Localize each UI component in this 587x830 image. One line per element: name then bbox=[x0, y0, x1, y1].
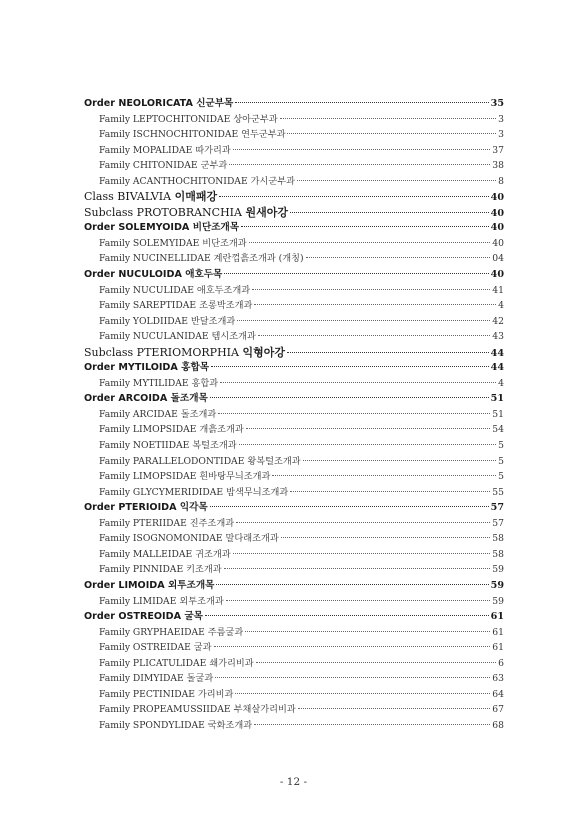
table-of-contents bbox=[84, 95, 504, 732]
toc-entry-order bbox=[84, 608, 504, 624]
page-ref: 40 bbox=[492, 237, 504, 249]
taxon-name: Family MOPALIDAE bbox=[99, 144, 193, 156]
entry-title bbox=[84, 204, 288, 220]
taxon-name: Family ACANTHOCHITONIDAE bbox=[99, 175, 248, 187]
entry-title bbox=[84, 188, 217, 204]
korean-name: 홍합목 bbox=[181, 362, 209, 374]
korean-name: 연두군부과 bbox=[241, 129, 286, 141]
entry-title bbox=[84, 577, 214, 591]
korean-name: 애호두조개과 bbox=[196, 284, 251, 296]
dot-leader bbox=[249, 242, 491, 243]
page-ref: 61 bbox=[492, 626, 504, 638]
toc-entry-family bbox=[84, 515, 504, 531]
korean-name: 가시군부과 bbox=[250, 175, 295, 187]
page-ref: 57 bbox=[490, 502, 504, 514]
dot-leader bbox=[233, 553, 491, 554]
dot-leader bbox=[205, 615, 489, 616]
toc-entry-order bbox=[84, 219, 504, 235]
dot-leader bbox=[218, 413, 490, 414]
korean-name: 주름굴과 bbox=[207, 626, 244, 638]
taxon-name: Order NUCULOIDA bbox=[84, 269, 182, 281]
page-ref: 58 bbox=[492, 548, 504, 560]
korean-name: 쇄가리비과 bbox=[209, 657, 254, 669]
entry-title bbox=[99, 235, 247, 249]
korean-name: 키조개과 bbox=[186, 564, 222, 576]
dot-leader bbox=[215, 677, 490, 678]
dot-leader bbox=[287, 352, 489, 353]
dot-leader bbox=[235, 102, 488, 103]
page-ref: 4 bbox=[498, 300, 504, 312]
toc-entry-family bbox=[84, 111, 504, 127]
entry-title bbox=[99, 437, 237, 451]
entry-title bbox=[99, 111, 278, 125]
korean-name: 상아군부과 bbox=[233, 113, 278, 125]
dot-leader bbox=[241, 226, 489, 227]
taxon-name: Family PARALLELODONTIDAE bbox=[99, 455, 245, 467]
toc-entry-family bbox=[84, 250, 504, 266]
entry-title bbox=[99, 421, 244, 435]
taxon-name: Family PECTINIDAE bbox=[99, 688, 195, 700]
korean-name: 비단조개목 bbox=[192, 222, 240, 234]
entry-title bbox=[99, 655, 254, 669]
page-ref: 6 bbox=[498, 657, 504, 669]
page-ref: 43 bbox=[492, 331, 504, 343]
page-ref: 5 bbox=[498, 440, 504, 452]
entry-title bbox=[84, 344, 285, 360]
dot-leader bbox=[214, 646, 491, 647]
toc-entry-family bbox=[84, 530, 504, 546]
entry-title bbox=[99, 313, 235, 327]
dot-leader bbox=[237, 320, 490, 321]
page-ref: 40 bbox=[490, 192, 504, 204]
toc-entry-family bbox=[84, 142, 504, 158]
dot-leader bbox=[210, 506, 489, 507]
taxon-name: Family YOLDIIDAE bbox=[99, 315, 188, 327]
taxon-name: Family SAREPTIDAE bbox=[99, 300, 197, 312]
entry-title bbox=[84, 390, 208, 404]
dot-leader bbox=[236, 522, 490, 523]
page-ref: 58 bbox=[492, 533, 504, 545]
dot-leader bbox=[246, 428, 491, 429]
toc-entry-family bbox=[84, 235, 504, 251]
page-ref: 42 bbox=[492, 315, 504, 327]
taxon-name: Family PTERIIDAE bbox=[99, 517, 187, 529]
entry-title bbox=[99, 593, 224, 607]
page-ref: 68 bbox=[492, 719, 504, 731]
dot-leader bbox=[290, 212, 489, 213]
dot-leader bbox=[280, 118, 497, 119]
korean-name: 국화조개과 bbox=[207, 719, 253, 731]
taxon-name: Family ISOGNOMONIDAE bbox=[99, 533, 223, 545]
toc-entry-order bbox=[84, 266, 504, 282]
taxon-name: Class BIVALVIA bbox=[84, 190, 172, 204]
page-ref: 55 bbox=[492, 486, 504, 498]
dot-leader bbox=[226, 600, 491, 601]
dot-leader bbox=[220, 382, 496, 383]
dot-leader bbox=[298, 708, 491, 709]
page-ref: 44 bbox=[490, 362, 504, 374]
entry-title bbox=[99, 468, 270, 482]
toc-entry-family bbox=[84, 561, 504, 577]
entry-title bbox=[99, 546, 231, 560]
page-ref: 41 bbox=[492, 284, 504, 296]
entry-title bbox=[84, 219, 239, 233]
korean-name: 밤색무늬조개과 bbox=[226, 486, 289, 498]
page-ref: 04 bbox=[492, 253, 504, 265]
dot-leader bbox=[233, 149, 491, 150]
taxon-name: Order MYTILOIDA bbox=[84, 362, 178, 374]
page-ref: 67 bbox=[492, 704, 504, 716]
entry-title bbox=[99, 686, 233, 700]
korean-name: 외투조개목 bbox=[168, 579, 215, 591]
taxon-name: Family LIMOPSIDAE bbox=[99, 471, 197, 483]
toc-entry-family bbox=[84, 468, 504, 484]
dot-leader bbox=[216, 584, 488, 585]
entry-title bbox=[99, 157, 227, 171]
korean-name: 가리비과 bbox=[197, 688, 234, 700]
toc-entry-family bbox=[84, 701, 504, 717]
toc-entry-order bbox=[84, 499, 504, 515]
dot-leader bbox=[297, 180, 496, 181]
korean-name: 비단조개과 bbox=[202, 237, 247, 249]
page-ref: 40 bbox=[490, 269, 504, 281]
entry-title bbox=[99, 250, 304, 264]
taxon-name: Subclass PTERIOMORPHIA bbox=[84, 345, 239, 359]
korean-name: 귀조개과 bbox=[195, 548, 231, 560]
toc-entry-family bbox=[84, 593, 504, 609]
korean-name: 돌조개과 bbox=[180, 408, 217, 420]
page-ref: 51 bbox=[492, 408, 504, 420]
toc-entry-family bbox=[84, 624, 504, 640]
taxon-name: Family SOLEMYIDAE bbox=[99, 237, 200, 249]
toc-entry-family bbox=[84, 173, 504, 189]
toc-entry-order bbox=[84, 95, 504, 111]
entry-title bbox=[99, 670, 213, 684]
korean-name: 이매패강 bbox=[174, 190, 218, 204]
entry-title bbox=[99, 515, 234, 529]
korean-name: 홍합과 bbox=[191, 377, 219, 389]
toc-entry-family bbox=[84, 313, 504, 329]
toc-entry-family bbox=[84, 437, 504, 453]
page-ref: 61 bbox=[490, 611, 504, 623]
taxon-name: Family GLYCYMERIDIDAE bbox=[99, 486, 224, 498]
toc-entry-subclass bbox=[84, 344, 504, 360]
korean-name: 따가리과 bbox=[195, 144, 231, 156]
korean-name: 개흙조개과 bbox=[199, 424, 244, 436]
page-ref: 54 bbox=[492, 424, 504, 436]
toc-entry-order bbox=[84, 577, 504, 593]
dot-leader bbox=[229, 164, 490, 165]
dot-leader bbox=[258, 335, 490, 336]
page-ref: 57 bbox=[492, 517, 504, 529]
dot-leader bbox=[254, 304, 496, 305]
dot-leader bbox=[252, 289, 490, 290]
entry-title bbox=[99, 639, 212, 653]
entry-title bbox=[99, 173, 295, 187]
page-ref: 59 bbox=[492, 564, 504, 576]
taxon-name: Family NUCULANIDAE bbox=[99, 331, 209, 343]
taxon-name: Family LIMOPSIDAE bbox=[99, 424, 197, 436]
entry-title bbox=[99, 701, 296, 715]
entry-title bbox=[99, 717, 252, 731]
page-ref: 5 bbox=[498, 471, 504, 483]
korean-name: 굴목 bbox=[184, 611, 203, 623]
toc-entry-family bbox=[84, 453, 504, 469]
entry-title bbox=[99, 142, 231, 156]
taxon-name: Family OSTREIDAE bbox=[99, 642, 191, 654]
dot-leader bbox=[224, 568, 491, 569]
taxon-name: Family NUCULIDAE bbox=[99, 284, 194, 296]
taxon-name: Family NUCINELLIDAE bbox=[99, 253, 211, 265]
entry-title bbox=[84, 608, 203, 622]
taxon-name: Family NOETIIDAE bbox=[99, 440, 190, 452]
page-ref: 38 bbox=[492, 160, 504, 172]
taxon-name: Family LEPTOCHITONIDAE bbox=[99, 113, 231, 125]
taxon-name: Family ARCIDAE bbox=[99, 408, 178, 420]
page-ref: 61 bbox=[492, 642, 504, 654]
entry-title bbox=[99, 406, 216, 420]
korean-name: 조롱박조개과 bbox=[199, 300, 253, 312]
dot-leader bbox=[239, 444, 497, 445]
toc-entry-family bbox=[84, 686, 504, 702]
toc-entry-family bbox=[84, 421, 504, 437]
page-ref: 40 bbox=[490, 222, 504, 234]
taxon-name: Order OSTREOIDA bbox=[84, 611, 181, 623]
dot-leader bbox=[211, 366, 489, 367]
page-number: - 12 - bbox=[279, 776, 308, 788]
entry-title bbox=[99, 561, 222, 575]
entry-title bbox=[99, 375, 218, 389]
entry-title bbox=[99, 282, 250, 296]
korean-name: 진주조개과 bbox=[189, 517, 235, 529]
toc-entry-family bbox=[84, 670, 504, 686]
korean-name: 외투조개과 bbox=[179, 595, 224, 607]
entry-title bbox=[84, 95, 233, 109]
entry-title bbox=[99, 297, 252, 311]
taxon-name: Order LIMOIDA bbox=[84, 579, 165, 591]
page-ref: 8 bbox=[498, 175, 504, 187]
toc-entry-family bbox=[84, 157, 504, 173]
toc-entry-order bbox=[84, 390, 504, 406]
toc-entry-subclass bbox=[84, 204, 504, 220]
page-ref: 3 bbox=[498, 129, 504, 141]
toc-entry-family bbox=[84, 375, 504, 391]
korean-name: 계란껍흙조개과 (개칭) bbox=[213, 253, 304, 265]
dot-leader bbox=[210, 397, 489, 398]
entry-title bbox=[99, 624, 243, 638]
dot-leader bbox=[303, 460, 497, 461]
toc-entry-family bbox=[84, 717, 504, 733]
korean-name: 군부과 bbox=[200, 160, 228, 172]
page-ref: 37 bbox=[492, 144, 504, 156]
korean-name: 반달조개과 bbox=[190, 315, 236, 327]
korean-name: 굴과 bbox=[193, 642, 212, 654]
taxon-name: Family MYTILIDAE bbox=[99, 377, 189, 389]
toc-entry-family bbox=[84, 282, 504, 298]
korean-name: 신군부목 bbox=[196, 98, 234, 109]
dot-leader bbox=[272, 475, 496, 476]
page-ref: 64 bbox=[492, 688, 504, 700]
taxon-name: Family PLICATULIDAE bbox=[99, 657, 207, 669]
toc-entry-family bbox=[84, 406, 504, 422]
dot-leader bbox=[306, 257, 491, 258]
taxon-name: Family DIMYIDAE bbox=[99, 673, 184, 685]
dot-leader bbox=[224, 273, 488, 274]
taxon-name: Order SOLEMYOIDA bbox=[84, 222, 190, 234]
page-ref: 5 bbox=[498, 455, 504, 467]
page-ref: 40 bbox=[490, 207, 504, 219]
korean-name: 돌조개목 bbox=[170, 393, 208, 405]
dot-leader bbox=[281, 537, 491, 538]
korean-name: 애호두목 bbox=[185, 269, 223, 281]
korean-name: 돌굴과 bbox=[186, 673, 214, 685]
entry-title bbox=[84, 499, 208, 513]
korean-name: 원새아강 bbox=[245, 205, 288, 219]
taxon-name: Family PROPEAMUSSIIDAE bbox=[99, 704, 231, 716]
taxon-name: Family MALLEIDAE bbox=[99, 548, 193, 560]
dot-leader bbox=[287, 133, 496, 134]
page-ref: 59 bbox=[492, 595, 504, 607]
entry-title bbox=[84, 359, 209, 373]
page-ref: 35 bbox=[490, 98, 504, 109]
korean-name: 익각목 bbox=[179, 502, 208, 514]
korean-name: 말다래조개과 bbox=[225, 533, 279, 545]
dot-leader bbox=[219, 196, 489, 197]
toc-entry-family bbox=[84, 297, 504, 313]
page-ref: 4 bbox=[498, 377, 504, 389]
page-ref: 3 bbox=[498, 113, 504, 125]
toc-entry-family bbox=[84, 328, 504, 344]
taxon-name: Family GRYPHAEIDAE bbox=[99, 626, 205, 638]
toc-entry-family bbox=[84, 484, 504, 500]
page-ref: 44 bbox=[490, 347, 504, 359]
page-ref: 59 bbox=[490, 579, 504, 591]
toc-entry-family bbox=[84, 126, 504, 142]
korean-name: 익형아강 bbox=[242, 345, 285, 359]
korean-name: 부채살가리비과 bbox=[233, 704, 296, 716]
entry-title bbox=[84, 266, 222, 280]
taxon-name: Family ISCHNOCHITONIDAE bbox=[99, 129, 239, 141]
taxon-name: Order NEOLORICATA bbox=[84, 98, 193, 109]
toc-entry-family bbox=[84, 639, 504, 655]
taxon-name: Order PTERIOIDA bbox=[84, 502, 177, 514]
page-ref: 51 bbox=[490, 393, 504, 405]
entry-title bbox=[99, 453, 301, 467]
page-ref: 63 bbox=[492, 673, 504, 685]
taxon-name: Order ARCOIDA bbox=[84, 393, 168, 405]
dot-leader bbox=[245, 631, 490, 632]
dot-leader bbox=[254, 724, 490, 725]
dot-leader bbox=[256, 662, 497, 663]
taxon-name: Family PINNIDAE bbox=[99, 564, 184, 576]
entry-title bbox=[99, 328, 256, 342]
dot-leader bbox=[235, 693, 490, 694]
entry-title bbox=[99, 126, 285, 140]
korean-name: 흰바탕무늬조개과 bbox=[199, 471, 271, 483]
toc-entry-order bbox=[84, 359, 504, 375]
korean-name: 왕복털조개과 bbox=[247, 455, 301, 467]
entry-title bbox=[99, 530, 279, 544]
taxon-name: Family LIMIDAE bbox=[99, 595, 177, 607]
entry-title bbox=[99, 484, 288, 498]
korean-name: 복털조개과 bbox=[192, 440, 237, 452]
taxon-name: Family SPONDYLIDAE bbox=[99, 719, 205, 731]
korean-name: 템시조개과 bbox=[211, 331, 256, 343]
toc-entry-class bbox=[84, 188, 504, 204]
toc-entry-family bbox=[84, 655, 504, 671]
taxon-name: Family CHITONIDAE bbox=[99, 160, 198, 172]
dot-leader bbox=[290, 491, 490, 492]
toc-entry-family bbox=[84, 546, 504, 562]
taxon-name: Subclass PROTOBRANCHIA bbox=[84, 205, 242, 219]
